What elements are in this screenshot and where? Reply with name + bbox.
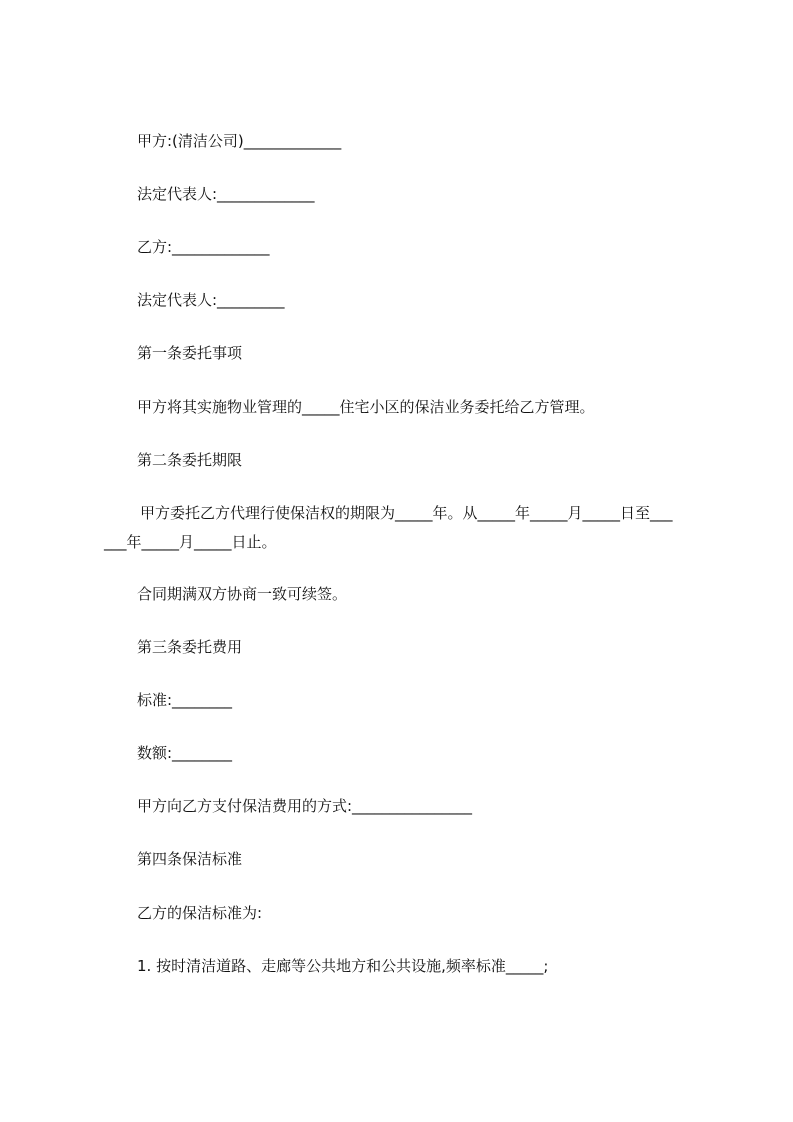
party-a-line: 甲方:(清洁公司)_____________ [137, 132, 342, 150]
party-b-line: 乙方:_____________ [137, 238, 270, 256]
article-1-heading: 第一条委托事项 [137, 344, 243, 362]
cleaning-standard-intro: 乙方的保洁标准为: [137, 904, 263, 922]
party-a-representative-line: 法定代表人:_____________ [137, 185, 315, 203]
party-b-representative-line: 法定代表人:_________ [137, 291, 285, 309]
payment-method-line: 甲方向乙方支付保洁费用的方式:________________ [137, 797, 473, 815]
article-4-heading: 第四条保洁标准 [137, 850, 243, 868]
article-2-paragraph-line-2: ___年_____月_____日止。 [104, 533, 277, 551]
fee-standard-line: 标准:________ [137, 691, 233, 709]
article-1-paragraph: 甲方将其实施物业管理的_____住宅小区的保洁业务委托给乙方管理。 [137, 398, 595, 416]
article-2-heading: 第二条委托期限 [137, 451, 243, 469]
cleaning-standard-item-1: 1. 按时清洁道路、走廊等公共地方和公共设施,频率标准_____; [137, 957, 549, 975]
article-2-paragraph-line-1: 甲方委托乙方代理行使保洁权的期限为_____年。从_____年_____月_____日至___ [140, 504, 673, 522]
article-3-heading: 第三条委托费用 [137, 638, 243, 656]
renewal-paragraph: 合同期满双方协商一致可续签。 [137, 585, 348, 603]
fee-amount-line: 数额:________ [137, 744, 233, 762]
